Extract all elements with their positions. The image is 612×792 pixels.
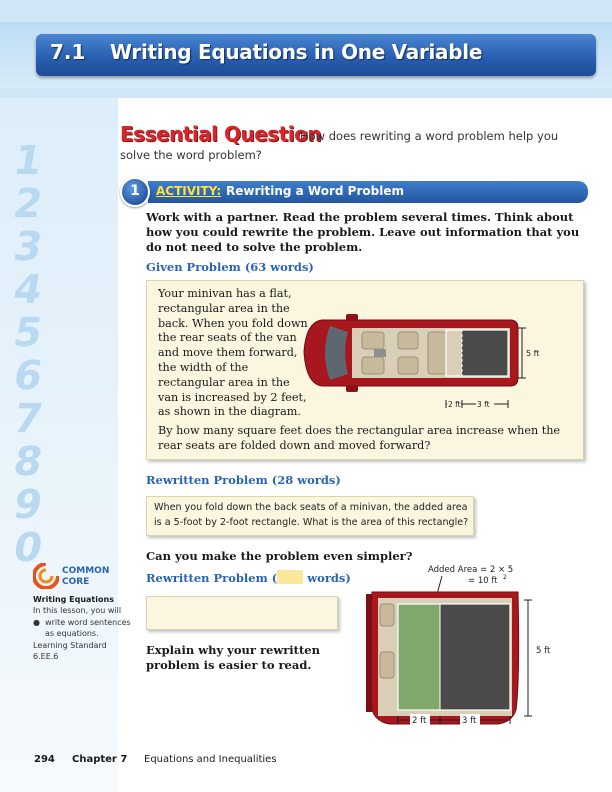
added-area-label: Added Area = 2 × 5 xyxy=(428,565,514,575)
added-area-exponent: 2 xyxy=(503,574,507,581)
cc-bullet-text: write word sentences xyxy=(45,618,131,627)
van-mirror xyxy=(346,314,358,321)
van-seat xyxy=(380,652,394,678)
section-title: Writing Equations in One Variable xyxy=(110,40,483,64)
cc-topic: Writing Equations xyxy=(33,595,114,604)
van-seat xyxy=(398,357,418,374)
margin-digit: 6 xyxy=(10,353,46,399)
van-console xyxy=(374,349,386,357)
van-cargo-area xyxy=(462,330,508,376)
word-count-blank[interactable] xyxy=(277,570,303,584)
cc-intro: In this lesson, you will xyxy=(33,606,122,615)
van-cargo-area xyxy=(440,604,510,710)
given-problem-label: Given Problem (63 words) xyxy=(146,260,314,274)
added-area xyxy=(398,604,440,710)
activity-label: ACTIVITY: xyxy=(156,184,222,198)
activity-title: Rewriting a Word Problem xyxy=(226,184,404,198)
footer-chapter: Chapter 7 xyxy=(72,754,128,765)
common-core-logo-icon xyxy=(33,563,59,589)
width1-label: 2 ft xyxy=(412,716,427,726)
van-seat xyxy=(380,604,394,626)
cc-bullet-cont: as equations. xyxy=(45,629,99,638)
rewritten-problem-label: Rewritten Problem (28 words) xyxy=(146,473,341,487)
margin-digit: 9 xyxy=(10,482,46,528)
page-number: 294 xyxy=(34,754,55,765)
margin-digit: 0 xyxy=(10,525,46,571)
rewritten2-prefix: Rewritten Problem ( xyxy=(146,571,278,585)
margin-digit: 3 xyxy=(10,224,46,270)
left-margin-panel xyxy=(0,0,118,792)
essential-question-text: solve the word problem? xyxy=(120,148,262,162)
van-seat xyxy=(362,357,384,374)
width2-label: 3 ft xyxy=(462,716,477,726)
margin-digit: 1 xyxy=(10,138,46,184)
margin-digit: 7 xyxy=(10,396,46,442)
rewritten2-suffix: words) xyxy=(307,571,351,585)
activity-number: 1 xyxy=(130,183,140,199)
common-core-title: CORE xyxy=(62,577,90,587)
common-core-title: COMMON xyxy=(62,566,110,576)
cc-bullet xyxy=(33,618,131,627)
cc-standard-label: Learning Standard xyxy=(33,641,107,650)
margin-digit: 2 xyxy=(10,181,46,227)
given-problem-text: Your minivan has a flat, rectangular area in the back. When you fold down the rear seats of the van and move them forward, the width of the rectangular area in the van is increased by 2 feet, as shown in the diagram. xyxy=(158,287,308,419)
simpler-question: Can you make the problem even simpler? xyxy=(146,549,413,563)
section-number: 7.1 xyxy=(50,40,86,64)
margin-digits xyxy=(10,138,74,571)
width2-label: 3 ft xyxy=(477,400,490,409)
activity-instructions: Work with a partner. Read the problem several times. Think about how you could rewrite the problem. Leave out information that you do not need to solve the problem. xyxy=(146,210,580,254)
essential-question-heading: Essential Question xyxy=(120,122,322,146)
given-problem-question: By how many square feet does the rectangular area increase when the rear seats are folded down and moved forward? xyxy=(158,424,561,452)
essential-question-text: How does rewriting a word problem help you xyxy=(300,129,559,143)
cc-standard-code: 6.EE.6 xyxy=(33,652,59,661)
van-seat xyxy=(398,332,418,349)
van-seat xyxy=(428,332,446,374)
width1-label: 2 ft xyxy=(448,400,461,409)
explain-question: Explain why your rewritten problem is easier to read. xyxy=(146,643,320,672)
height-label: 5 ft xyxy=(536,646,551,656)
minivan-diagram-small xyxy=(300,292,540,414)
bullet-icon: ● xyxy=(33,618,40,627)
van-windshield xyxy=(325,326,348,380)
van-seat xyxy=(362,332,384,349)
van-side-strip xyxy=(366,594,372,712)
margin-digit: 8 xyxy=(10,439,46,485)
rewritten-problem-text: When you fold down the back seats of a minivan, the added area is a 5-foot by 2-foot rectangle. What is the area of this rectangle? xyxy=(154,502,469,528)
rewritten-problem-2-label xyxy=(146,570,351,585)
height-label: 5 ft xyxy=(526,349,540,358)
added-area-result: = 10 ft xyxy=(468,576,498,586)
answer-box[interactable] xyxy=(146,596,338,630)
minivan-diagram-large xyxy=(360,560,560,730)
margin-digit: 5 xyxy=(10,310,46,356)
margin-digit: 4 xyxy=(10,267,46,313)
footer-chapter-title: Equations and Inequalities xyxy=(144,754,277,765)
van-mirror xyxy=(346,385,358,392)
